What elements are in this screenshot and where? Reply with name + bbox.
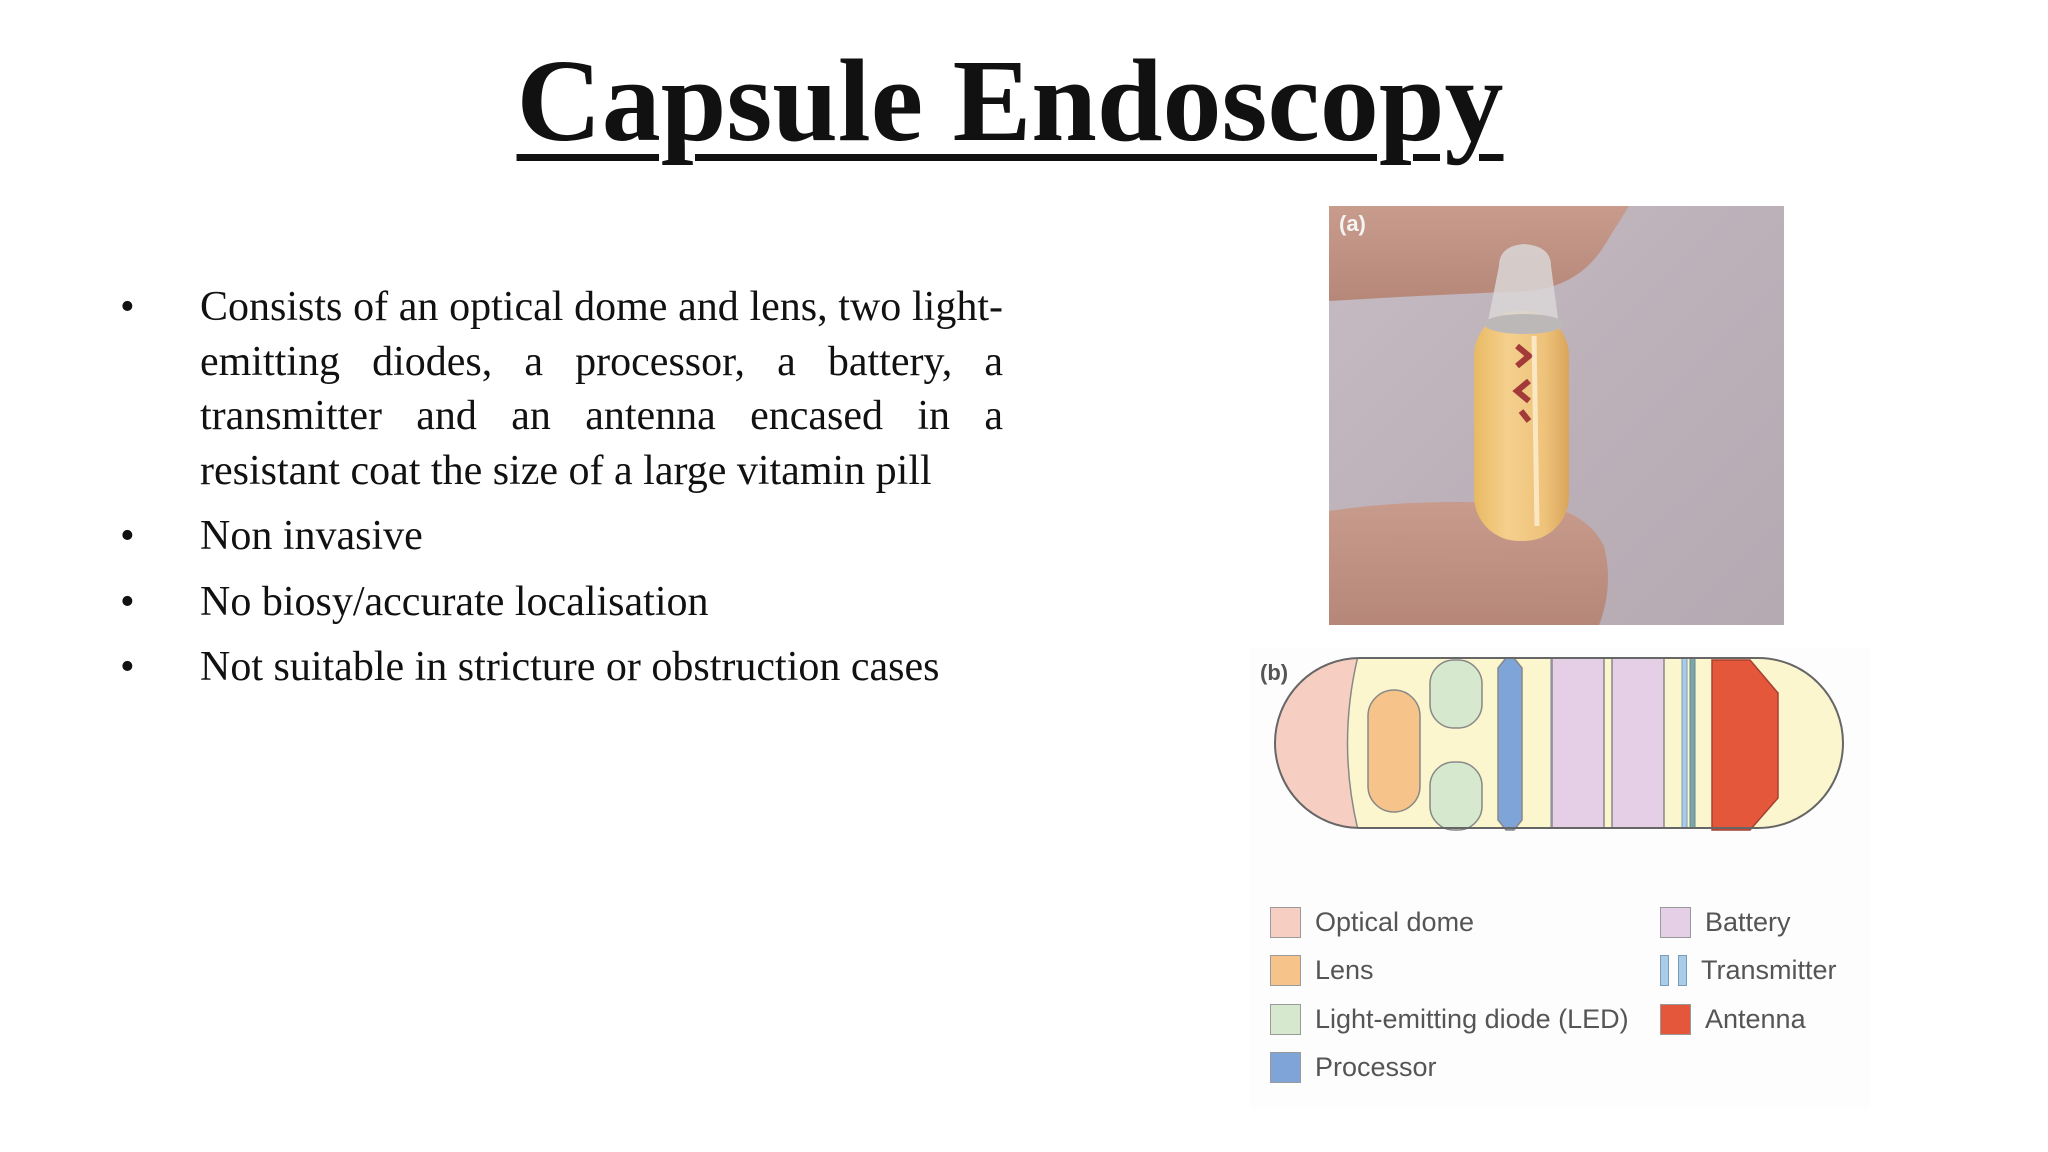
- legend-item-transmitter: [1660, 955, 1837, 986]
- legend-label: Transmitter: [1701, 955, 1837, 985]
- legend-item-antenna: [1660, 1004, 1806, 1035]
- legend-label: Optical dome: [1315, 907, 1475, 937]
- battery: [1612, 658, 1664, 828]
- battery: [1552, 658, 1604, 828]
- legend-swatch: [1270, 907, 1301, 938]
- bullet-list: [120, 280, 1003, 706]
- legend-label: Processor: [1315, 1052, 1437, 1082]
- legend-swatch: [1270, 955, 1301, 986]
- legend-label: Battery: [1705, 907, 1791, 937]
- legend-swatch: [1270, 1052, 1301, 1083]
- processor: [1498, 658, 1522, 830]
- legend-label: Antenna: [1705, 1004, 1806, 1034]
- led: [1430, 762, 1482, 830]
- bullet-marker: •: [120, 513, 135, 559]
- capsule-photo-illustration: [1329, 206, 1784, 625]
- transmitter: [1690, 658, 1695, 828]
- legend-item-lens: [1270, 955, 1374, 986]
- bullet-text: Not suitable in stricture or obstruction cases: [200, 644, 940, 690]
- bullet-text: Consists of an optical dome and lens, two light-emitting diodes, a processor, a battery, a transmitter and an antenna encased in a resistant coat the size of a large vitamin pill: [200, 284, 1003, 494]
- bullet-item: [120, 575, 1003, 630]
- bullet-marker: •: [120, 284, 135, 330]
- capsule-photo: [1329, 206, 1784, 625]
- bullet-marker: •: [120, 644, 135, 690]
- legend-swatch: [1660, 1004, 1691, 1035]
- legend-item-battery: [1660, 907, 1791, 938]
- transmitter: [1682, 658, 1687, 828]
- bullet-text: Non invasive: [200, 513, 423, 559]
- optical-dome: [1250, 648, 1360, 838]
- legend-item-optical-dome: [1270, 907, 1474, 938]
- legend-swatch: [1660, 907, 1691, 938]
- legend-label: Light-emitting diode (LED): [1315, 1004, 1629, 1034]
- lens: [1368, 690, 1420, 812]
- capsule-diagram: [1250, 648, 1870, 908]
- led: [1430, 660, 1482, 728]
- legend-swatch: [1660, 955, 1687, 986]
- slide-title: Capsule Endoscopy: [516, 35, 1504, 166]
- bullet-text: No biosy/accurate localisation: [200, 578, 709, 625]
- bullet-marker: •: [120, 578, 135, 625]
- bullet-item: [120, 280, 1003, 498]
- antenna: [1712, 660, 1778, 830]
- bullet-item: [120, 640, 1003, 695]
- bullet-item: [120, 509, 1003, 564]
- legend-swatch: [1270, 1004, 1301, 1035]
- photo-label: (a): [1339, 211, 1366, 236]
- capsule-diagram-panel: [1250, 648, 1870, 1108]
- legend-label: Lens: [1315, 955, 1374, 985]
- legend-item-processor: [1270, 1052, 1437, 1083]
- legend-item-led: [1270, 1004, 1629, 1035]
- diagram-label: (b): [1260, 660, 1289, 685]
